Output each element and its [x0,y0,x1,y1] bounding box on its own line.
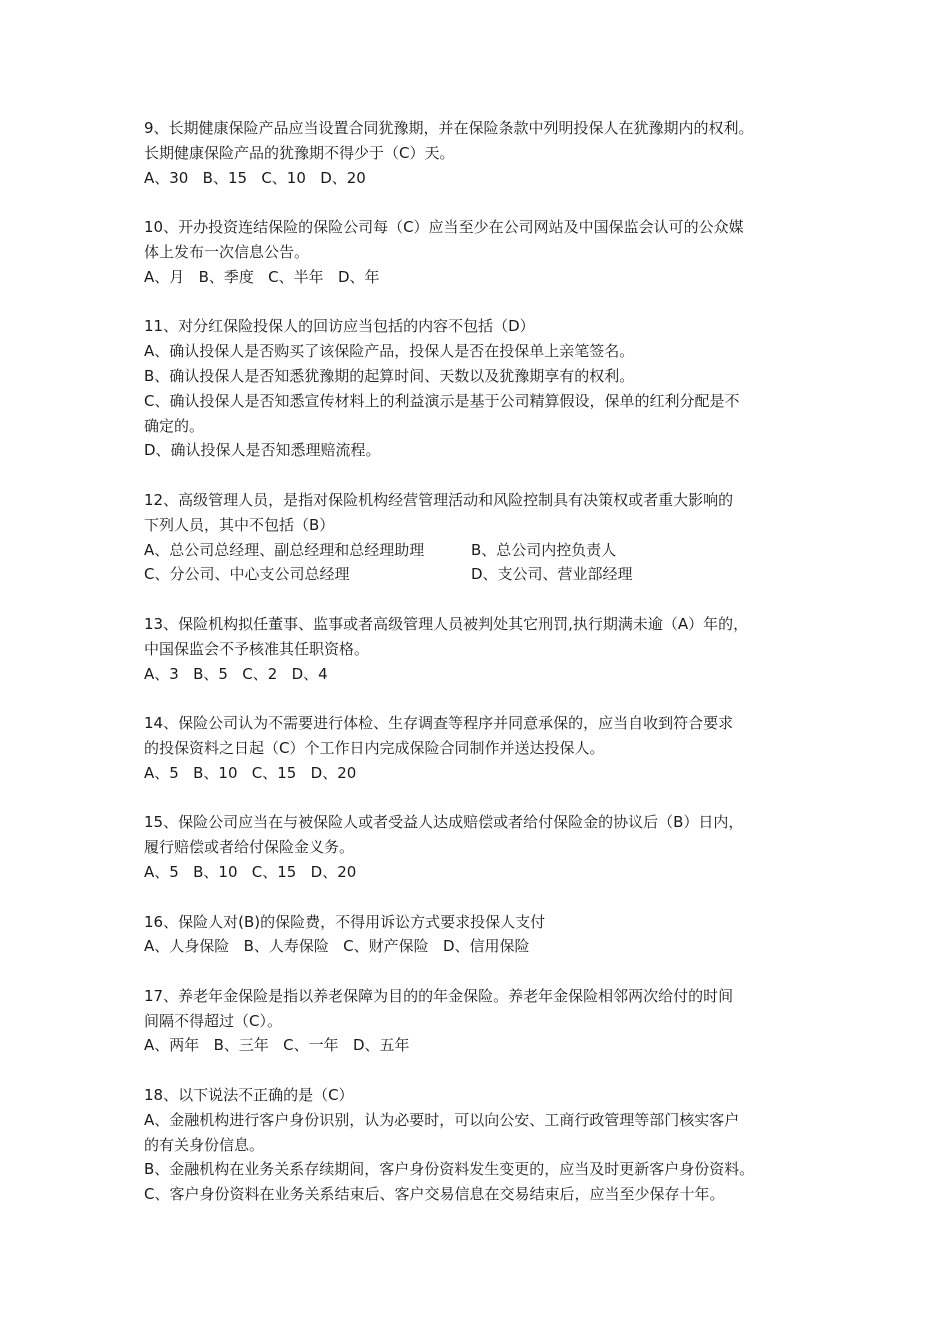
question-stem-line: 15、保险公司应当在与被保险人或者受益人达成赔偿或者给付保险金的协议后（B）日内， [144,813,744,832]
question-stem-line: 14、保险公司认为不需要进行体检、生存调查等程序并同意承保的，应当自收到符合要求 [144,714,734,733]
option-grid [144,538,812,588]
question-stem-line: 间隔不得超过（C）。 [144,1011,282,1030]
question-options: A、3 B、5 C、2 D、4 [144,664,328,683]
question-stem-line: 的投保资料之日起（C）个工作日内完成保险合同制作并送达投保人。 [144,738,605,757]
question-stem-line: 11、对分红保险投保人的回访应当包括的内容不包括（D） [144,317,535,336]
option-c: C、分公司、中心支公司总经理 [144,565,350,584]
question-options: A、5 B、10 C、15 D、20 [144,763,357,782]
question-12 [144,488,812,587]
question-stem-line: 17、养老年金保险是指以养老保障为目的的年金保险。养老年金保险相邻两次给付的时间 [144,986,734,1005]
question-stem-line: 10、开办投资连结保险的保险公司每（C）应当至少在公司网站及中国保监会认可的公众媒 [144,218,744,237]
question-stem-line: 中国保监会不予核准其任职资格。 [144,639,370,658]
question-stem-line: 下列人员，其中不包括（B） [144,515,335,534]
option-line: 确定的。 [144,416,205,435]
option-line: D、确认投保人是否知悉理赔流程。 [144,441,381,460]
question-15 [144,810,812,884]
option-line: B、金融机构在业务关系存续期间，客户身份资料发生变更的，应当及时更新客户身份资料。 [144,1160,755,1179]
question-stem-line: 13、保险机构拟任董事、监事或者高级管理人员被判处其它刑罚,执行期满未逾（A）年的， [144,614,749,633]
question-stem-line: 16、保险人对(B)的保险费，不得用诉讼方式要求投保人支付 [144,912,546,931]
option-a: A、总公司总经理、副总经理和总经理助理 [144,540,425,559]
question-options: A、月 B、季度 C、半年 D、年 [144,267,380,286]
option-b: B、总公司内控负责人 [471,540,617,559]
question-18 [144,1083,812,1207]
question-16 [144,910,812,960]
question-list [144,116,812,1232]
question-options: A、5 B、10 C、15 D、20 [144,862,357,881]
question-17 [144,984,812,1058]
option-line: 的有关身份信息。 [144,1135,265,1154]
option-line: B、确认投保人是否知悉犹豫期的起算时间、天数以及犹豫期享有的权利。 [144,366,635,385]
question-stem-line: 18、以下说法不正确的是（C） [144,1086,354,1105]
question-13 [144,612,812,686]
question-11 [144,314,812,463]
question-14 [144,711,812,785]
option-d: D、支公司、营业部经理 [471,565,633,584]
option-line: C、客户身份资料在业务关系结束后、客户交易信息在交易结束后，应当至少保存十年。 [144,1185,725,1204]
option-line: A、确认投保人是否购买了该保险产品，投保人是否在投保单上亲笔签名。 [144,342,635,361]
question-stem-line: 长期健康保险产品的犹豫期不得少于（C）天。 [144,143,455,162]
question-10 [144,215,812,289]
question-9 [144,116,812,190]
question-options: A、30 B、15 C、10 D、20 [144,168,366,187]
question-options: A、两年 B、三年 C、一年 D、五年 [144,1036,410,1055]
question-options: A、人身保险 B、人寿保险 C、财产保险 D、信用保险 [144,937,530,956]
question-stem-line: 12、高级管理人员，是指对保险机构经营管理活动和风险控制具有决策权或者重大影响的 [144,490,734,509]
question-stem-line: 9、长期健康保险产品应当设置合同犹豫期，并在保险条款中列明投保人在犹豫期内的权利。 [144,119,754,137]
option-line: A、金融机构进行客户身份识别，认为必要时，可以向公安、工商行政管理等部门核实客户 [144,1110,740,1129]
option-line: C、确认投保人是否知悉宣传材料上的利益演示是基于公司精算假设，保单的红利分配是不 [144,391,740,410]
question-stem-line: 体上发布一次信息公告。 [144,242,310,261]
question-stem-line: 履行赔偿或者给付保险金义务。 [144,838,355,857]
